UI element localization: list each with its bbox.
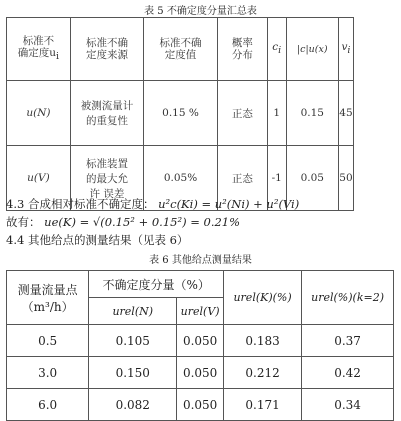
header-cell [144, 18, 218, 81]
other-points-results-table [6, 270, 394, 421]
table-cell: 0.050 [177, 325, 224, 357]
table-cell: 0.37 [302, 325, 394, 357]
table-cell: 0.050 [177, 357, 224, 389]
header-cell: $c_i$ [267, 18, 286, 81]
table-cell: 0.15 % [144, 81, 218, 146]
table-cell: -1 [267, 146, 286, 211]
table-cell: 0.082 [89, 389, 177, 421]
header-text: 确定度$u_i$ [17, 46, 60, 63]
header-cell [7, 18, 71, 81]
table6-caption: 表 6 其他给点测量结果 [149, 255, 252, 266]
header-text: 标准不确 [85, 37, 128, 49]
section-heading: 4.3 合成相对标准不确定度： [6, 197, 155, 211]
table-cell: 0.05% [144, 146, 218, 211]
header-text: c [272, 40, 279, 53]
table-cell: 50 [338, 146, 353, 211]
table-row [7, 325, 394, 357]
cell-text: 标准装置 [85, 157, 128, 170]
cell-text: 许 误差 [89, 187, 125, 200]
table-cell: 0.150 [89, 357, 177, 389]
header-cell: urel(%)(k=2) [302, 271, 394, 325]
table-cell: 0.050 [177, 389, 224, 421]
table-cell: 0.5 [7, 325, 89, 357]
result-line [6, 214, 240, 230]
header-text: 概率 [231, 37, 253, 49]
header-text: 测量流量点 [17, 282, 78, 297]
header-cell: 不确定度分量（%） [89, 271, 224, 298]
table-cell: u(N) [7, 81, 71, 146]
header-text: 标准不 [22, 34, 55, 47]
table-cell: 1 [267, 81, 286, 146]
header-text: |c|u(x) [296, 43, 328, 55]
header-text: （m³/h） [21, 299, 74, 314]
table-cell: 0.15 [286, 81, 338, 146]
formula: ue(K) = √(0.15² + 0.15²) = 0.21% [44, 215, 241, 229]
table-cell: 0.105 [89, 325, 177, 357]
table-cell: u(V) [7, 146, 71, 211]
header-cell: urel(N) [89, 298, 177, 325]
table-header-row [7, 18, 354, 81]
table-cell: 正态 [217, 146, 267, 211]
cell-text: 被测流量计 [80, 100, 134, 112]
cell-text: 的重复性 [85, 115, 128, 127]
header-cell: urel(K)(%) [224, 271, 302, 325]
table-cell: 6.0 [7, 389, 89, 421]
table-cell: 0.34 [302, 389, 394, 421]
header-text: 标准不确 [159, 37, 202, 49]
header-text: 定度值 [164, 49, 197, 61]
table-cell [70, 81, 143, 146]
table-cell: 0.183 [224, 325, 302, 357]
table-row [7, 357, 394, 389]
table-cell: 正态 [217, 81, 267, 146]
table-row [7, 81, 354, 146]
section-heading: 4.4 其他给点的测量结果（见表 6） [6, 233, 189, 247]
header-text: 分布 [231, 49, 253, 61]
table-cell: 0.212 [224, 357, 302, 389]
table-cell: 0.05 [286, 146, 338, 211]
table-header-row [7, 271, 394, 298]
header-cell [286, 18, 338, 81]
table-cell: 45 [338, 81, 353, 146]
uncertainty-summary-table [6, 17, 354, 211]
header-cell [70, 18, 143, 81]
table-cell: 0.171 [224, 389, 302, 421]
header-text: 定度来源 [85, 49, 128, 61]
cell-text: 的最大允 [85, 172, 128, 185]
header-cell [217, 18, 267, 81]
table-row [7, 389, 394, 421]
table-cell: 3.0 [7, 357, 89, 389]
formula: u²c(Ki) = u²(Ni) + u²(Vi) [158, 197, 300, 211]
table-cell: 0.42 [302, 357, 394, 389]
combined-uncertainty-line [6, 196, 299, 212]
header-cell: urel(V) [177, 298, 224, 325]
result-prefix: 故有： [6, 215, 41, 229]
header-text: v [341, 40, 348, 53]
header-cell: $v_i$ [338, 18, 353, 81]
header-cell [7, 271, 89, 325]
table5-caption: 表 5 不确定度分量汇总表 [144, 6, 257, 17]
